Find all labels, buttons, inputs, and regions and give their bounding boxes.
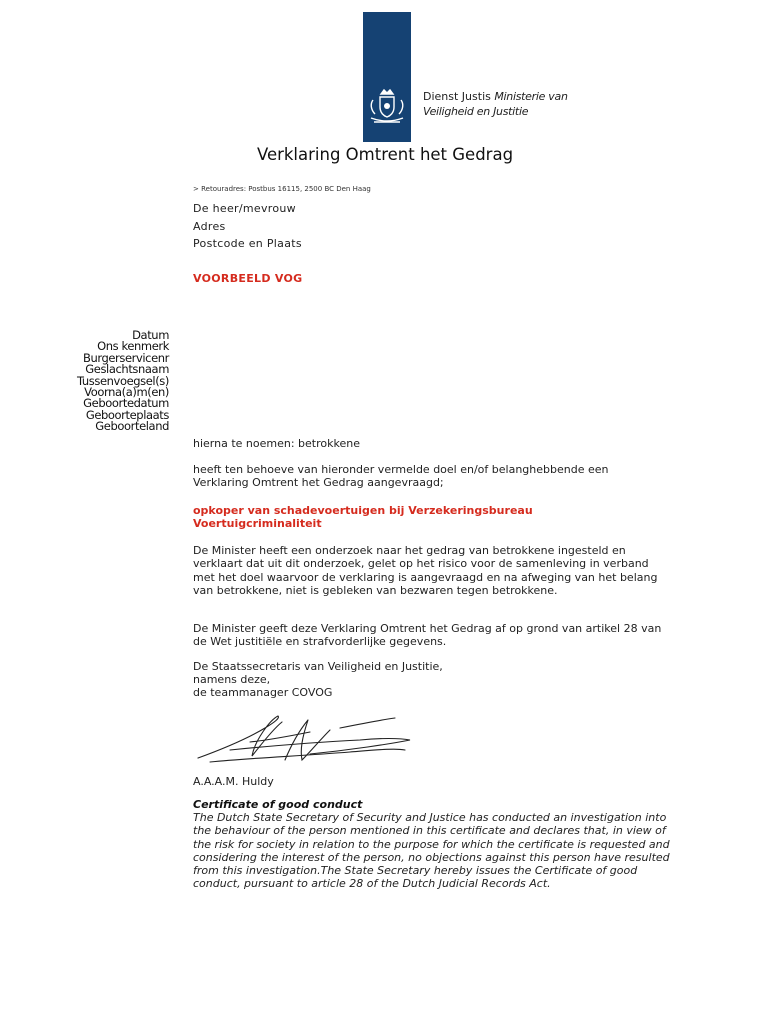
signoff-line3: de teammanager COVOG: [193, 686, 333, 699]
label-geslachtsnaam: Geslachtsnaam: [85, 362, 169, 377]
english-text: The Dutch State Secretary of Security and Justice has conducted an investigation into the behaviour of the person mentioned in this certificate and declares that, in view of the risk for society in relation to the purpose for which the certificate is requested and considering the interest of the person, no objections against this person have resulted from this investigation.The State Secretary hereby issues the Certificate of good conduct, pursuant to article 28 of the Dutch Judicial Records Act.: [193, 811, 670, 891]
requested-text: heeft ten behoeve van hieronder vermelde doel en/of belanghebbende een Verklaring Omtrent het Gedrag aangevraagd;: [193, 463, 609, 490]
purpose-text: opkoper van schadevoertuigen bij Verzekeringsbureau Voertuigcriminaliteit: [193, 504, 533, 530]
label-tussenvoegsel: Tussenvoegsel(s): [77, 373, 169, 388]
investigation-text: De Minister heeft een onderzoek naar het gedrag van betrokkene ingesteld en verklaart dat uit dit onderzoek, gelet op het risico voor de samenleving in verband met het doel waarvoor de verklaring is aangevraagd en na afweging van het belang van betrokkene, niet is gebleken van bezwaren tegen betrokkene.: [193, 544, 658, 597]
organization-block: [423, 89, 568, 119]
ministry-line2: Veiligheid en Justitie: [423, 105, 529, 118]
label-geboorteplaats: Geboorteplaats: [85, 407, 169, 422]
signature-image: [190, 710, 420, 772]
issued-text: De Minister geeft deze Verklaring Omtrent het Gedrag af op grond van artikel 28 van de Wet justitiële en strafvorderlijke gegevens.: [193, 622, 662, 649]
signoff-line1: De Staatssecretaris van Veiligheid en Justitie,: [193, 660, 443, 673]
referred-text: hierna te noemen: betrokkene: [193, 437, 360, 450]
label-datum: Datum: [132, 328, 169, 342]
label-voornamen: Voorna(a)m(en): [84, 385, 169, 400]
field-labels: [77, 330, 169, 433]
government-logo: [363, 12, 411, 142]
sample-label: VOORBEELD VOG: [193, 272, 303, 285]
document-title: Verklaring Omtrent het Gedrag: [256, 145, 514, 164]
signoff-line2: namens deze,: [193, 673, 271, 686]
signer-name: A.A.A.M. Huldy: [193, 775, 274, 788]
org-name: Dienst Justis: [423, 90, 491, 103]
english-title: Certificate of good conduct: [193, 798, 363, 811]
label-geboortedatum: Geboortedatum: [83, 396, 169, 411]
recipient-salutation: De heer/mevrouw: [193, 202, 296, 215]
coat-of-arms-icon: [367, 88, 407, 130]
label-kenmerk: Ons kenmerk: [97, 339, 169, 354]
label-bsn: Burgerservicenr: [82, 350, 169, 365]
recipient-postcode-city: Postcode en Plaats: [193, 237, 302, 250]
ministry-line1: Ministerie van: [494, 90, 568, 103]
label-geboorteland: Geboorteland: [95, 419, 169, 434]
recipient-address: Adres: [193, 220, 226, 233]
return-address: > Retouradres: Postbus 16115, 2500 BC Den Haag: [193, 185, 371, 193]
